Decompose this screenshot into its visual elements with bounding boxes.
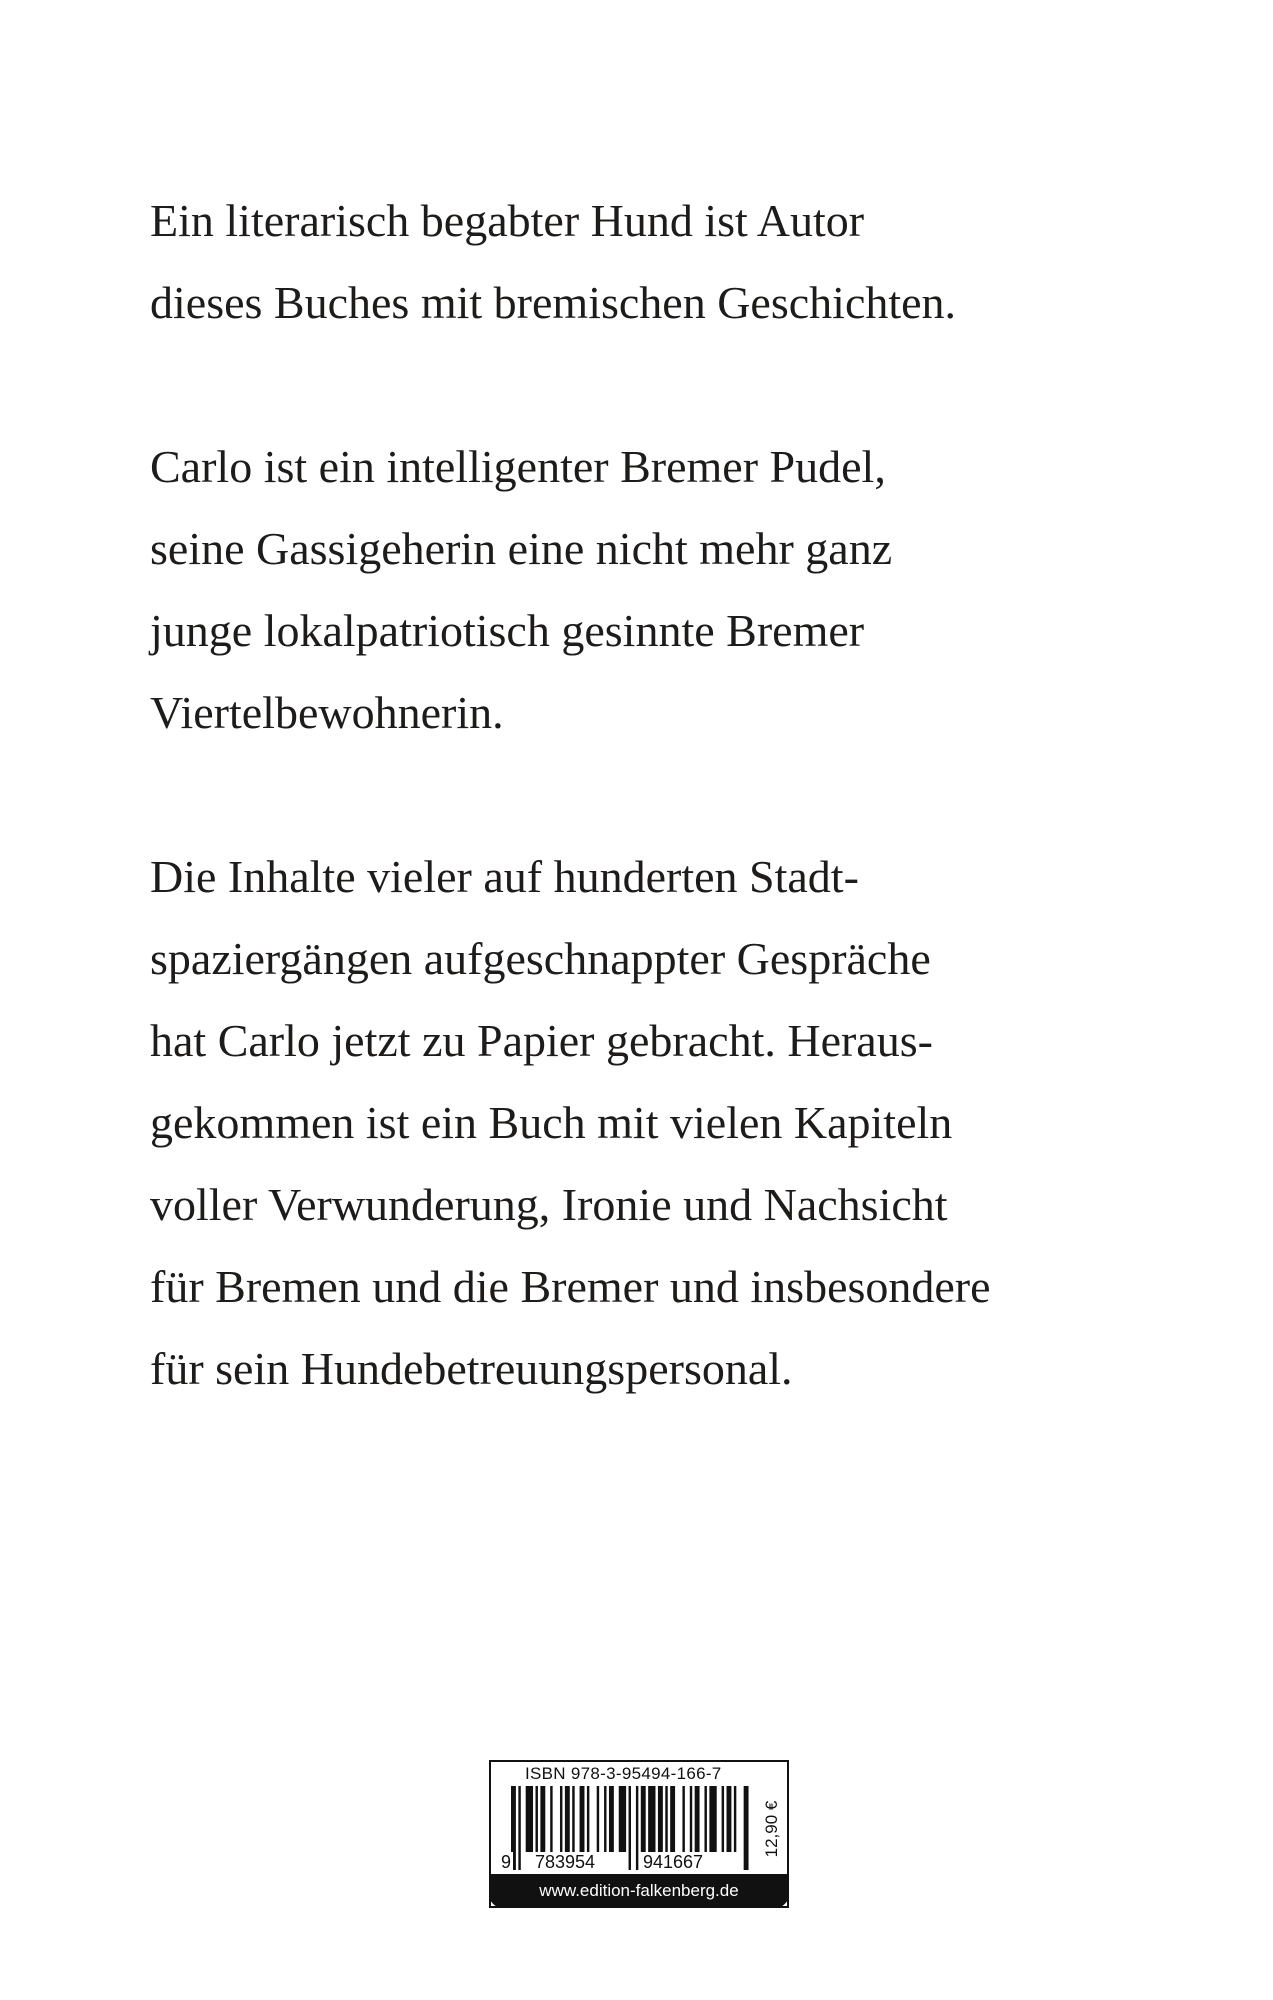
blurb-line: dieses Buches mit bremischen Geschichten.	[150, 277, 957, 328]
barcode-bar	[597, 1786, 599, 1852]
barcode-bar	[565, 1786, 570, 1852]
barcode-digit-first: 9	[501, 1852, 512, 1872]
barcode-bar	[744, 1786, 749, 1870]
price-tag	[761, 1784, 783, 1874]
blurb-paragraph	[150, 836, 1170, 1410]
barcode-bar	[629, 1786, 631, 1870]
barcode-bar	[550, 1786, 552, 1852]
barcode-bar	[560, 1786, 562, 1852]
barcode-bar	[658, 1786, 663, 1852]
barcode-bar	[682, 1786, 684, 1852]
barcode-bar	[572, 1786, 574, 1852]
blurb-line: hat Carlo jetzt zu Papier gebracht. Heraus-	[150, 1015, 933, 1066]
barcode-digits-left: 783954	[535, 1852, 596, 1872]
barcode-bar	[690, 1786, 692, 1852]
blurb-line: Ein literarisch begabter Hund ist Autor	[150, 195, 865, 246]
barcode-bar	[619, 1786, 626, 1852]
blurb-line: Die Inhalte vieler auf hunderten Stadt-	[150, 851, 859, 902]
barcode-bar	[695, 1786, 700, 1852]
blurb-line: gekommen ist ein Buch mit vielen Kapiteln	[150, 1097, 953, 1148]
barcode-bar	[670, 1786, 675, 1852]
barcode-bar	[704, 1786, 706, 1852]
blurb-paragraph	[150, 180, 1170, 344]
barcode-bar	[722, 1786, 724, 1852]
barcode-bar	[734, 1786, 736, 1852]
blurb-line: voller Verwunderung, Ironie und Nachsicht	[150, 1179, 948, 1230]
blurb-paragraph	[150, 426, 1170, 754]
barcode-bar	[709, 1786, 716, 1852]
barcode-bar	[636, 1786, 638, 1870]
isbn-barcode-label	[489, 1760, 789, 1908]
blurb-line: für sein Hundebetreuungspersonal.	[150, 1343, 793, 1394]
blurb-line: seine Gassigeherin eine nicht mehr ganz	[150, 523, 893, 574]
barcode-bar	[641, 1786, 646, 1852]
barcode-bar	[665, 1786, 667, 1852]
blurb-line: Carlo ist ein intelligenter Bremer Pudel,	[150, 441, 886, 492]
back-cover-blurb	[150, 180, 1170, 1492]
blurb-line: junge lokalpatriotisch gesinnte Bremer	[150, 605, 865, 656]
barcode-bar	[526, 1786, 533, 1852]
barcode-bar	[609, 1786, 614, 1852]
barcode-bar	[587, 1786, 589, 1852]
barcode-bar	[535, 1786, 537, 1852]
blurb-line: spaziergängen aufgeschnappter Gespräche	[150, 933, 931, 984]
barcode-bar	[580, 1786, 585, 1852]
price-text: 12,90 €	[762, 1800, 781, 1858]
barcode-bar	[648, 1786, 655, 1852]
barcode-bar	[518, 1786, 520, 1870]
blurb-line: Viertelbewohnerin.	[150, 687, 504, 738]
isbn-number: ISBN 978-3-95494-166-7	[525, 1764, 722, 1783]
barcode-bar	[604, 1786, 606, 1852]
barcode-bar	[540, 1786, 545, 1852]
barcode-bar	[727, 1786, 732, 1852]
publisher-website: www.edition-falkenberg.de	[489, 1874, 789, 1908]
blurb-line: für Bremen und die Bremer und insbesondere	[150, 1261, 991, 1312]
barcode-digits-right: 941667	[643, 1852, 704, 1872]
